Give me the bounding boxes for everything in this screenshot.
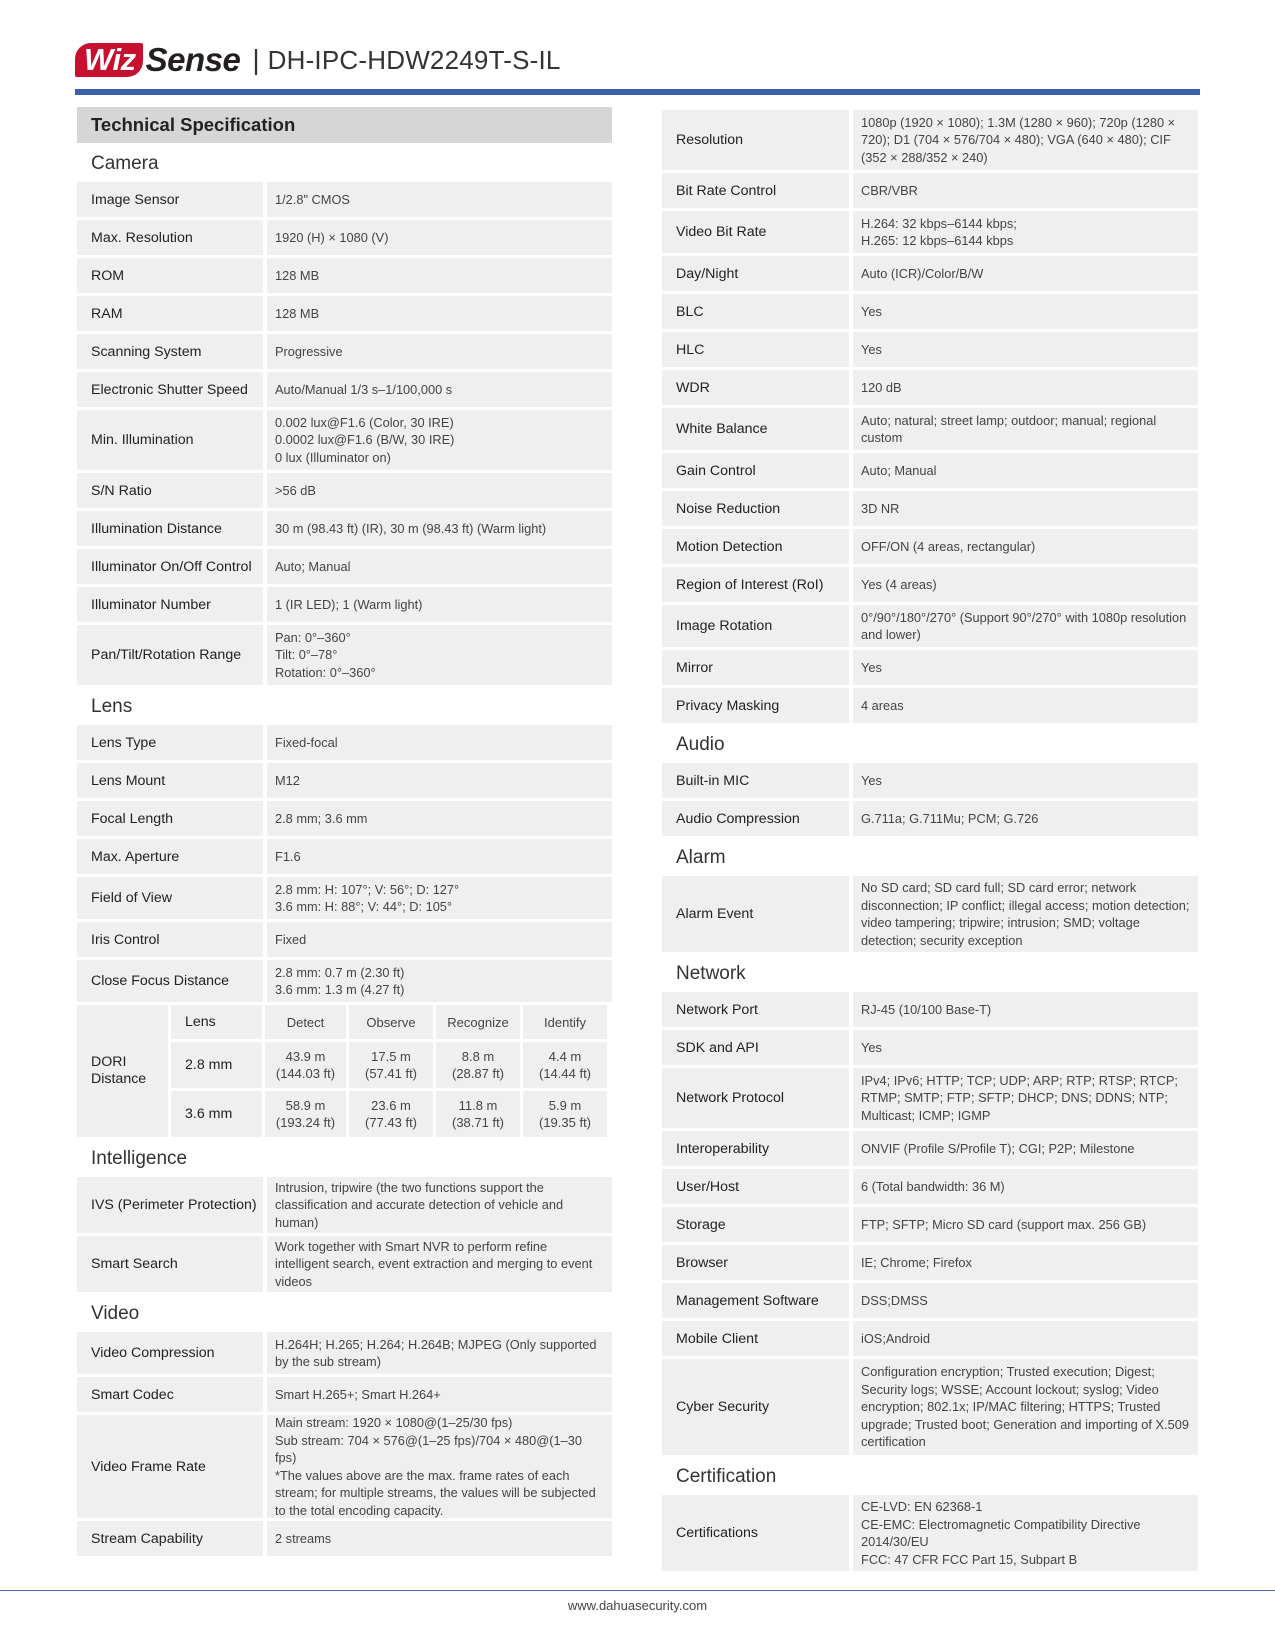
spec-value: Yes (4 areas) [853,567,1198,602]
spec-label: Max. Resolution [77,220,263,255]
dori-cell: 11.8 m (38.71 ft) [436,1091,520,1137]
dori-cell: 17.5 m (57.41 ft) [349,1042,433,1088]
spec-value: 0.002 lux@F1.6 (Color, 30 IRE) 0.0002 lux@F1.6 (B/W, 30 IRE) 0 lux (Illuminator on) [267,410,612,470]
spec-row [662,1068,1198,1128]
spec-value: Yes [853,1030,1198,1065]
spec-row [662,173,1198,208]
spec-label: Storage [662,1207,849,1242]
spec-value: Work together with Smart NVR to perform refine intelligent search, event extraction and merging to event videos [267,1236,612,1292]
dori-cell: 23.6 m (77.43 ft) [349,1091,433,1137]
dori-header: Observe [349,1005,433,1039]
spec-label: Max. Aperture [77,839,263,874]
spec-value: 1080p (1920 × 1080); 1.3M (1280 × 960); 720p (1280 × 720); D1 (704 × 576/704 × 480); VGA (640 × 480); CIF (352 × 288/352 × 240) [853,110,1198,170]
spec-label: Management Software [662,1283,849,1318]
spec-row [77,511,612,546]
spec-label: SDK and API [662,1030,849,1065]
spec-label: Audio Compression [662,801,849,836]
spec-row [77,877,612,919]
spec-row [77,182,612,217]
spec-label: Alarm Event [662,876,849,952]
spec-row [662,1495,1198,1571]
spec-value: Auto; natural; street lamp; outdoor; manual; regional custom [853,408,1198,450]
spec-row [662,256,1198,291]
spec-label: Interoperability [662,1131,849,1166]
header-rule [75,89,1200,95]
spec-value: Progressive [267,334,612,369]
dori-cell: 3.6 mm [171,1091,262,1137]
spec-value: Auto; Manual [267,549,612,584]
spec-label: Gain Control [662,453,849,488]
spec-value: IPv4; IPv6; HTTP; TCP; UDP; ARP; RTP; RTSP; RTCP; RTMP; SMTP; FTP; SFTP; DHCP; DNS; DDNS; NTP; Multicast; ICMP; IGMP [853,1068,1198,1128]
spec-row [77,258,612,293]
spec-value: 2.8 mm: H: 107°; V: 56°; D: 127° 3.6 mm: H: 88°; V: 44°; D: 105° [267,877,612,919]
spec-row [662,110,1198,170]
dori-header: Detect [265,1005,346,1039]
section-intelligence: Intelligence [91,1148,188,1169]
spec-row [77,549,612,584]
spec-label: Privacy Masking [662,688,849,723]
spec-row [662,801,1198,836]
spec-label: Image Rotation [662,605,849,647]
spec-row [77,1415,612,1518]
spec-row [662,370,1198,405]
spec-label: Motion Detection [662,529,849,564]
spec-label: User/Host [662,1169,849,1204]
spec-row [662,1030,1198,1065]
spec-row [662,1359,1198,1455]
spec-row [662,1207,1198,1242]
spec-row [662,650,1198,685]
spec-label: Lens Mount [77,763,263,798]
spec-value: 1 (IR LED); 1 (Warm light) [267,587,612,622]
dori-cell: 5.9 m (19.35 ft) [523,1091,607,1137]
dori-cell: 58.9 m (193.24 ft) [265,1091,346,1137]
spec-row [662,453,1198,488]
spec-value: OFF/ON (4 areas, rectangular) [853,529,1198,564]
spec-row [662,408,1198,450]
spec-label: Illuminator Number [77,587,263,622]
spec-label: Illuminator On/Off Control [77,549,263,584]
spec-label: Day/Night [662,256,849,291]
spec-label: Noise Reduction [662,491,849,526]
spec-label: White Balance [662,408,849,450]
section-alarm: Alarm [676,847,726,868]
spec-row [77,296,612,331]
spec-label: Certifications [662,1495,849,1571]
spec-value: ONVIF (Profile S/Profile T); CGI; P2P; Milestone [853,1131,1198,1166]
spec-label: Cyber Security [662,1359,849,1455]
spec-value: Yes [853,332,1198,367]
spec-row [662,688,1198,723]
spec-row [662,876,1198,952]
dori-table [77,1005,612,1137]
spec-value: 3D NR [853,491,1198,526]
right-column [662,110,1198,1574]
spec-value: DSS;DMSS [853,1283,1198,1318]
spec-value: 128 MB [267,296,612,331]
spec-row [77,220,612,255]
spec-value: 128 MB [267,258,612,293]
spec-row [662,1283,1198,1318]
spec-label: ROM [77,258,263,293]
section-audio: Audio [676,734,725,755]
spec-row [77,1521,612,1556]
spec-row [662,211,1198,253]
spec-value: IE; Chrome; Firefox [853,1245,1198,1280]
spec-label: Scanning System [77,334,263,369]
logo-sense: Sense [145,41,241,78]
spec-row [77,625,612,685]
spec-row [77,922,612,957]
spec-row [77,839,612,874]
spec-value: Yes [853,650,1198,685]
spec-row [77,763,612,798]
spec-title: Technical Specification [77,107,612,143]
dori-header: Recognize [436,1005,520,1039]
spec-label: Image Sensor [77,182,263,217]
spec-label: BLC [662,294,849,329]
spec-label: WDR [662,370,849,405]
spec-label: Mobile Client [662,1321,849,1356]
spec-row [77,1236,612,1292]
spec-value: Yes [853,294,1198,329]
dori-label: DORI Distance [77,1005,168,1137]
spec-label: Mirror [662,650,849,685]
spec-label: Close Focus Distance [77,960,263,1002]
spec-label: Smart Codec [77,1377,263,1412]
spec-label: Pan/Tilt/Rotation Range [77,625,263,685]
spec-row [77,473,612,508]
spec-row [662,763,1198,798]
section-network: Network [676,963,746,984]
spec-value: CBR/VBR [853,173,1198,208]
spec-row [77,1177,612,1233]
spec-row [77,1332,612,1374]
spec-label: Stream Capability [77,1521,263,1556]
spec-label: IVS (Perimeter Protection) [77,1177,263,1233]
spec-value: Fixed [267,922,612,957]
spec-value: Auto; Manual [853,453,1198,488]
spec-row [662,491,1198,526]
section-video: Video [91,1303,140,1324]
spec-value: 1/2.8" CMOS [267,182,612,217]
spec-row [662,529,1198,564]
spec-value: H.264: 32 kbps–6144 kbps; H.265: 12 kbps–6144 kbps [853,211,1198,253]
section-camera: Camera [91,153,159,174]
spec-label: Smart Search [77,1236,263,1292]
spec-label: Illumination Distance [77,511,263,546]
spec-row [662,332,1198,367]
spec-row [662,1321,1198,1356]
spec-value: Yes [853,763,1198,798]
spec-label: Lens Type [77,725,263,760]
spec-value: 0°/90°/180°/270° (Support 90°/270° with 1080p resolution and lower) [853,605,1198,647]
spec-value: 6 (Total bandwidth: 36 M) [853,1169,1198,1204]
spec-value: 4 areas [853,688,1198,723]
dori-header: Lens [171,1005,262,1039]
spec-value: iOS;Android [853,1321,1198,1356]
header-separator: | [252,44,260,75]
spec-row [662,1131,1198,1166]
left-column [77,107,612,1559]
footer-url[interactable]: www.dahuasecurity.com [567,1598,708,1613]
spec-label: Video Compression [77,1332,263,1374]
spec-label: RAM [77,296,263,331]
spec-row [77,334,612,369]
spec-row [662,1169,1198,1204]
section-certification: Certification [676,1466,777,1487]
spec-value: F1.6 [267,839,612,874]
dori-cell: 8.8 m (28.87 ft) [436,1042,520,1088]
dori-header: Identify [523,1005,607,1039]
spec-value: Configuration encryption; Trusted execution; Digest; Security logs; WSSE; Account lockout; syslog; Video encryption; 802.1x; IP/MAC filtering; HTTPS; Trusted upgrade; Trusted boot; Generation and importing of X.509 certification [853,1359,1198,1455]
spec-label: S/N Ratio [77,473,263,508]
spec-value: 2.8 mm; 3.6 mm [267,801,612,836]
spec-value: M12 [267,763,612,798]
spec-row [662,294,1198,329]
spec-value: Intrusion, tripwire (the two functions support the classification and accurate detection of vehicle and human) [267,1177,612,1233]
spec-value: 2 streams [267,1521,612,1556]
spec-value: Auto/Manual 1/3 s–1/100,000 s [267,372,612,407]
spec-value: FTP; SFTP; Micro SD card (support max. 256 GB) [853,1207,1198,1242]
model-number: DH-IPC-HDW2249T-S-IL [267,44,561,75]
spec-value: 1920 (H) × 1080 (V) [267,220,612,255]
spec-label: Focal Length [77,801,263,836]
spec-value: >56 dB [267,473,612,508]
logo-wiz: Wiz [75,43,143,77]
spec-value: No SD card; SD card full; SD card error; network disconnection; IP conflict; illegal access; motion detection; video tampering; tripwire; intrusion; SMD; voltage detection; security exception [853,876,1198,952]
wizsense-logo [75,41,240,79]
spec-value: Pan: 0°–360° Tilt: 0°–78° Rotation: 0°–360° [267,625,612,685]
footer-rule [0,1590,1275,1591]
spec-label: Min. Illumination [77,410,263,470]
spec-label: Video Frame Rate [77,1415,263,1518]
section-lens: Lens [91,696,133,717]
spec-value: Smart H.265+; Smart H.264+ [267,1377,612,1412]
spec-row [662,605,1198,647]
spec-label: Video Bit Rate [662,211,849,253]
spec-value: H.264H; H.265; H.264; H.264B; MJPEG (Only supported by the sub stream) [267,1332,612,1374]
spec-label: Region of Interest (RoI) [662,567,849,602]
spec-label: Built-in MIC [662,763,849,798]
spec-row [662,567,1198,602]
dori-cell: 43.9 m (144.03 ft) [265,1042,346,1088]
spec-value: Auto (ICR)/Color/B/W [853,256,1198,291]
dori-cell: 4.4 m (14.44 ft) [523,1042,607,1088]
spec-row [77,725,612,760]
spec-label: Electronic Shutter Speed [77,372,263,407]
spec-row [77,410,612,470]
spec-value: Main stream: 1920 × 1080@(1–25/30 fps) Sub stream: 704 × 576@(1–25 fps)/704 × 480@(1–30 fps) *The values above are the max. frame rates of each stream; for multiple streams, the values will be subjected to the total encoding capacity. [267,1415,612,1518]
spec-label: Network Protocol [662,1068,849,1128]
spec-row [77,587,612,622]
spec-label: Bit Rate Control [662,173,849,208]
dori-cell: 2.8 mm [171,1042,262,1088]
spec-value: 120 dB [853,370,1198,405]
spec-value: 30 m (98.43 ft) (IR), 30 m (98.43 ft) (Warm light) [267,511,612,546]
spec-label: HLC [662,332,849,367]
spec-value: Fixed-focal [267,725,612,760]
spec-value: RJ-45 (10/100 Base-T) [853,992,1198,1027]
spec-label: Resolution [662,110,849,170]
spec-row [662,992,1198,1027]
spec-value: 2.8 mm: 0.7 m (2.30 ft) 3.6 mm: 1.3 m (4.27 ft) [267,960,612,1002]
spec-label: Field of View [77,877,263,919]
spec-row [77,960,612,1002]
spec-label: Browser [662,1245,849,1280]
spec-row [77,801,612,836]
spec-row [662,1245,1198,1280]
spec-value: CE-LVD: EN 62368-1 CE-EMC: Electromagnetic Compatibility Directive 2014/30/EU FCC: 47 CFR FCC Part 15, Subpart B [853,1495,1198,1571]
header [75,38,561,82]
spec-row [77,372,612,407]
spec-row [77,1377,612,1412]
spec-label: Iris Control [77,922,263,957]
spec-label: Network Port [662,992,849,1027]
spec-value: G.711a; G.711Mu; PCM; G.726 [853,801,1198,836]
